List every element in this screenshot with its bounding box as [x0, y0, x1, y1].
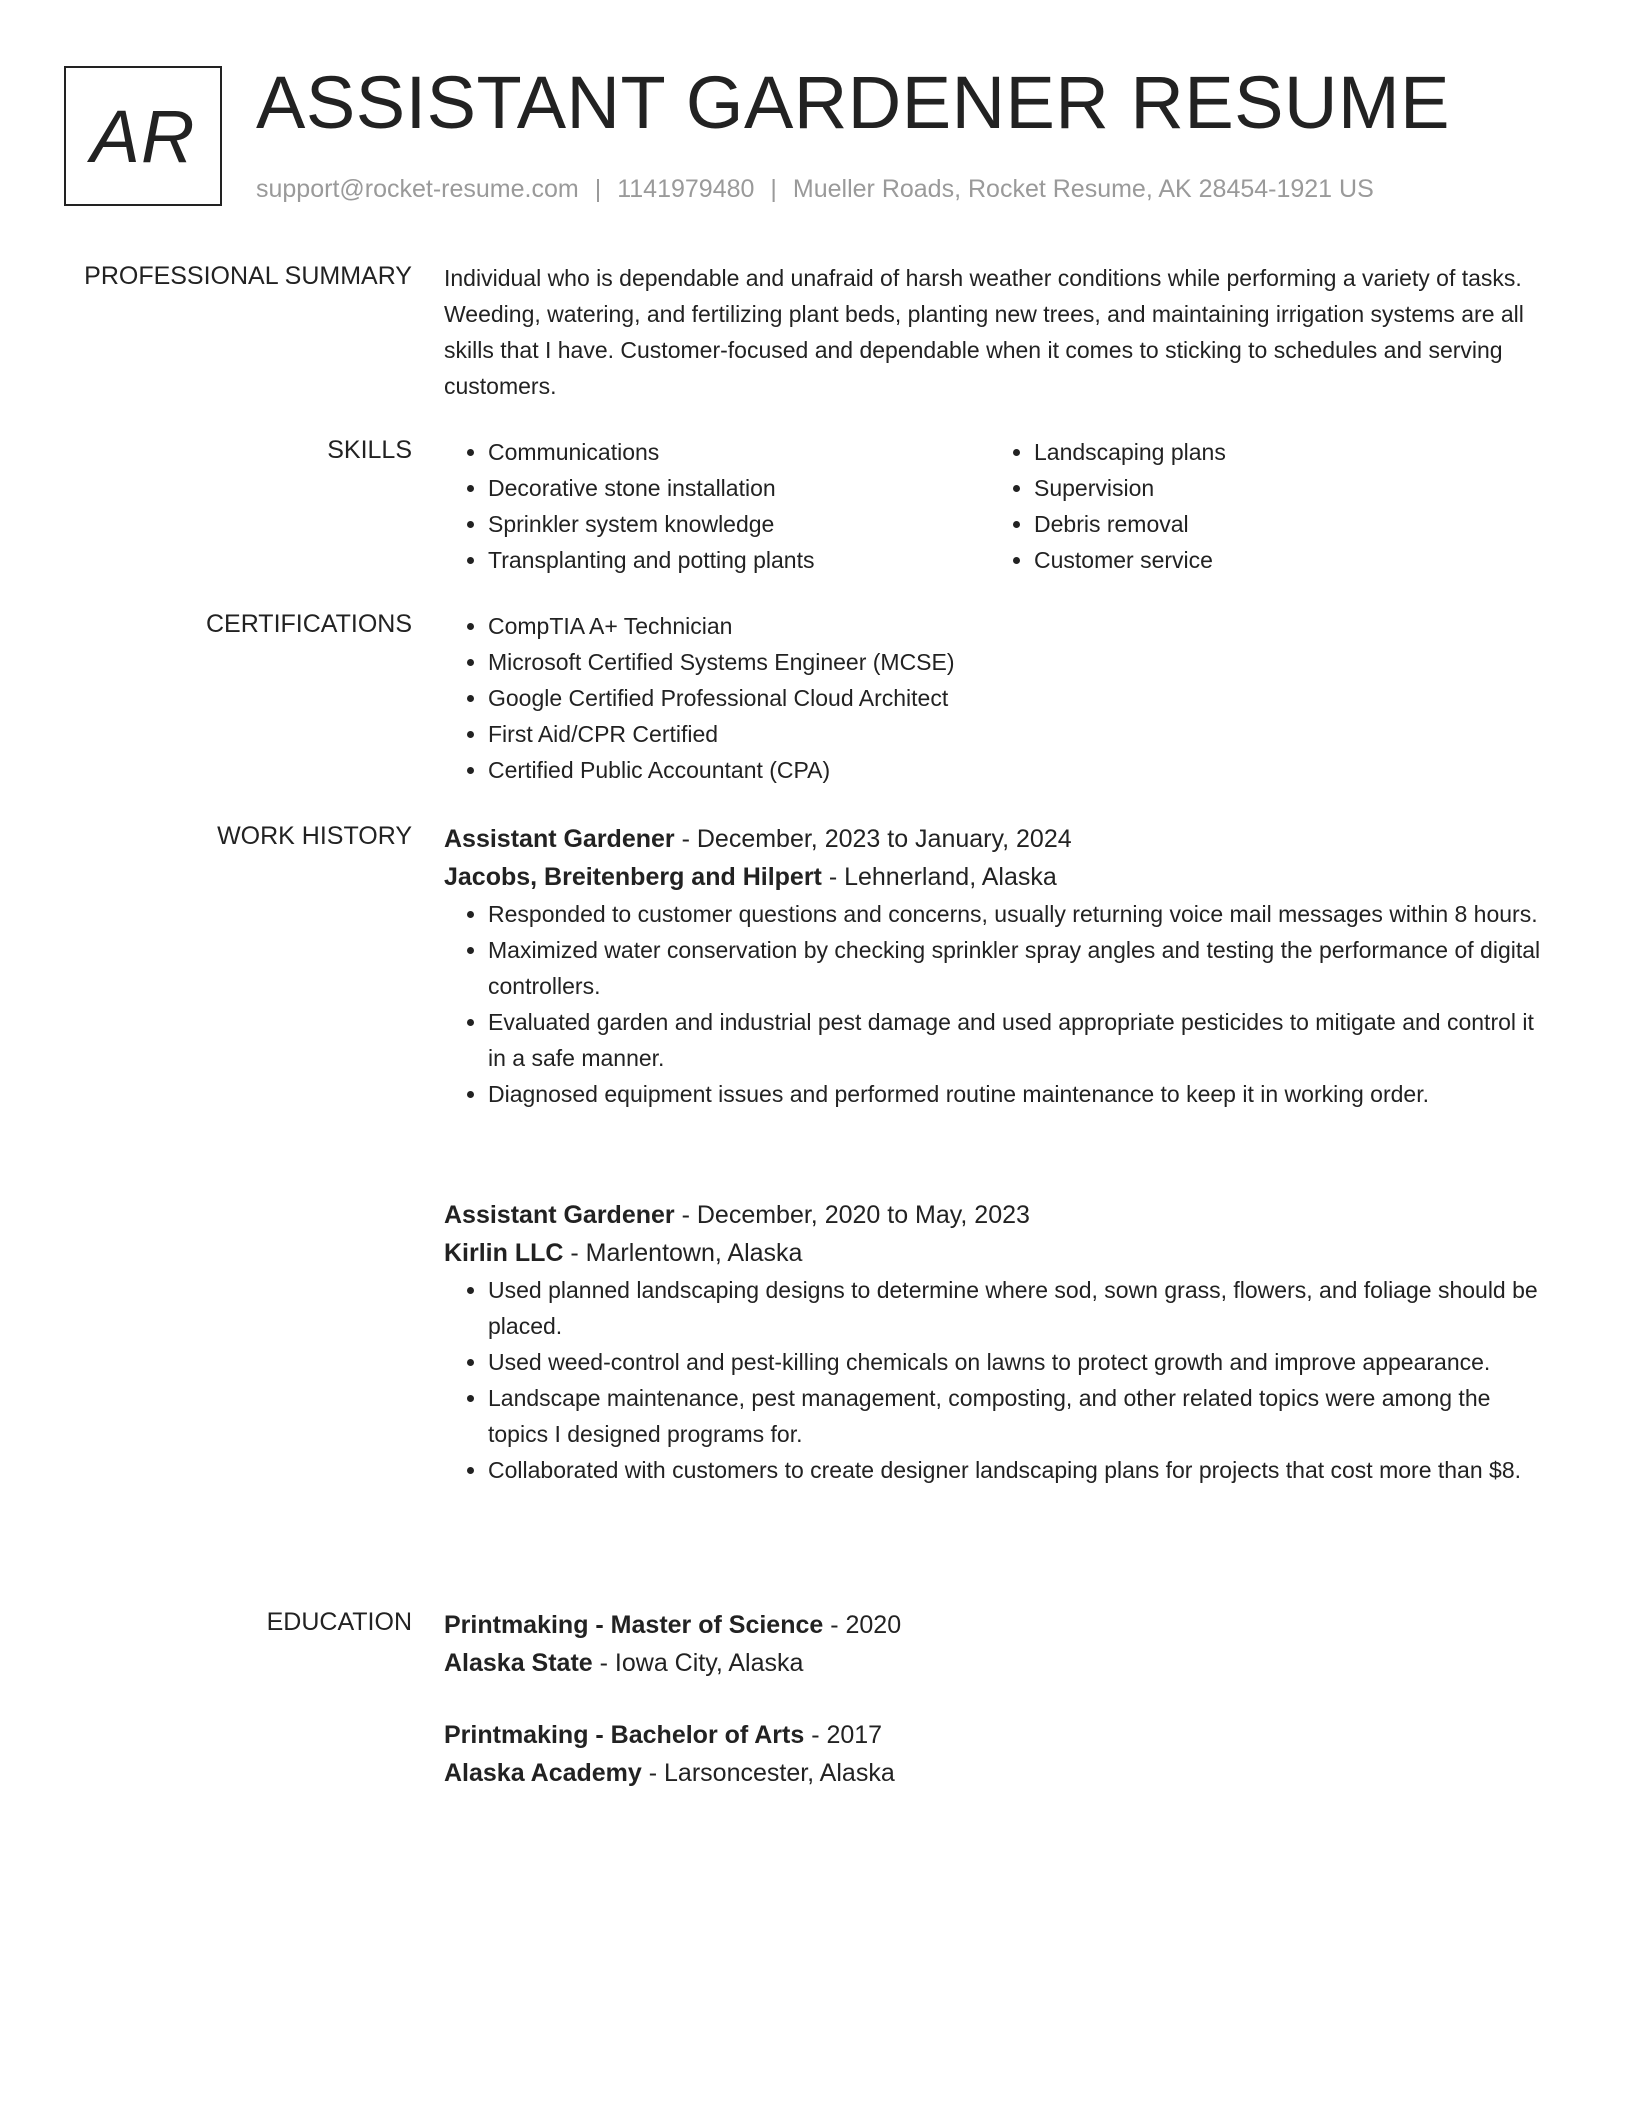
section-label-education: EDUCATION: [266, 1608, 412, 1636]
skill-item: • Debris removal: [1034, 506, 1536, 542]
job-duty-item: • Used planned landscaping designs to determine where sod, sown grass, flowers, and foliage should be placed.: [488, 1272, 1556, 1344]
certification-item: • Google Certified Professional Cloud Architect: [488, 680, 1556, 716]
skills-columns: [444, 434, 1556, 578]
job-company-line: [444, 858, 1556, 896]
education-year: - 2017: [804, 1721, 883, 1749]
job-title-line: [444, 820, 1556, 858]
job-title: Assistant Gardener: [444, 1201, 675, 1229]
education-degree: Printmaking - Bachelor of Arts: [444, 1721, 805, 1749]
job-duties-list: [444, 1272, 1556, 1488]
education-location: - Larsoncester, Alaska: [641, 1759, 895, 1787]
skill-item: • Transplanting and potting plants: [488, 542, 990, 578]
job-company: Jacobs, Breitenberg and Hilpert: [444, 863, 822, 891]
resume-title: ASSISTANT GARDENER RESUME: [256, 61, 1450, 144]
contact-separator: |: [594, 175, 602, 203]
education-degree: Printmaking - Master of Science: [444, 1611, 824, 1639]
summary-text: Individual who is dependable and unafraid of harsh weather conditions while performing a variety of tasks. Weeding, watering, and fertilizing plant beds, planting new trees, and maintaining irrigation systems are all skills that I have. Customer-focused and dependable when it comes to sticking to schedules and serving customers.: [444, 265, 1524, 399]
certification-item: • First Aid/CPR Certified: [488, 716, 1556, 752]
contact-address: Mueller Roads, Rocket Resume, AK 28454-1921 US: [792, 175, 1374, 203]
skill-item: • Customer service: [1034, 542, 1536, 578]
job-dates: - December, 2020 to May, 2023: [674, 1201, 1030, 1229]
education-school-line: [444, 1644, 1556, 1682]
job-entry: [444, 820, 1556, 1112]
contact-email: support@rocket-resume.com: [256, 175, 579, 203]
job-duties-list: [444, 896, 1556, 1112]
education-entry: [444, 1716, 1556, 1792]
education-degree-line: [444, 1606, 1556, 1644]
section-label-work-history: WORK HISTORY: [217, 822, 412, 850]
certification-item: • Microsoft Certified Systems Engineer (MCSE): [488, 644, 1556, 680]
skill-item: • Landscaping plans: [1034, 434, 1536, 470]
skills-list-left: [444, 434, 990, 578]
contact-line: [256, 174, 1374, 204]
section-label-skills: SKILLS: [327, 436, 412, 464]
education-degree-line: [444, 1716, 1556, 1754]
monogram-logo: AR: [64, 66, 222, 206]
skills-list-right: [990, 434, 1536, 578]
section-label-summary: PROFESSIONAL SUMMARY: [84, 262, 412, 290]
skill-item: • Supervision: [1034, 470, 1536, 506]
education-school: Alaska Academy: [444, 1759, 642, 1787]
job-duty-item: • Maximized water conservation by checking sprinkler spray angles and testing the performance of digital controllers.: [488, 932, 1556, 1004]
education-location: - Iowa City, Alaska: [592, 1649, 804, 1677]
job-duty-item: • Evaluated garden and industrial pest damage and used appropriate pesticides to mitigate and control it in a safe manner.: [488, 1004, 1556, 1076]
skill-item: • Sprinkler system knowledge: [488, 506, 990, 542]
job-company-line: [444, 1234, 1556, 1272]
skill-item: • Communications: [488, 434, 990, 470]
education-entry: [444, 1606, 1556, 1682]
job-dates: - December, 2023 to January, 2024: [674, 825, 1072, 853]
section-label-certifications: CERTIFICATIONS: [205, 610, 412, 638]
job-duty-item: • Diagnosed equipment issues and performed routine maintenance to keep it in working order.: [488, 1076, 1556, 1112]
job-location: - Marlentown, Alaska: [563, 1239, 803, 1267]
contact-separator: |: [770, 175, 777, 203]
job-title-line: [444, 1196, 1556, 1234]
job-title: Assistant Gardener: [444, 825, 675, 853]
job-duty-item: • Collaborated with customers to create designer landscaping plans for projects that cost more than $8.: [488, 1452, 1556, 1488]
education-year: - 2020: [823, 1611, 902, 1639]
job-entry: [444, 1196, 1556, 1488]
job-duty-item: • Responded to customer questions and concerns, usually returning voice mail messages within 8 hours.: [488, 896, 1556, 932]
job-location: - Lehnerland, Alaska: [821, 863, 1057, 891]
job-duty-item: • Used weed-control and pest-killing chemicals on lawns to protect growth and improve appearance.: [488, 1344, 1556, 1380]
education-school-line: [444, 1754, 1556, 1792]
skill-item: • Decorative stone installation: [488, 470, 990, 506]
job-company: Kirlin LLC: [444, 1239, 564, 1267]
certification-item: • Certified Public Accountant (CPA): [488, 752, 1556, 788]
certifications-list: [444, 608, 1556, 788]
contact-phone: 1141979480: [617, 175, 755, 203]
education-school: Alaska State: [444, 1649, 593, 1677]
job-duty-item: • Landscape maintenance, pest management, composting, and other related topics were among the topics I designed programs for.: [488, 1380, 1556, 1452]
certification-item: • CompTIA A+ Technician: [488, 608, 1556, 644]
